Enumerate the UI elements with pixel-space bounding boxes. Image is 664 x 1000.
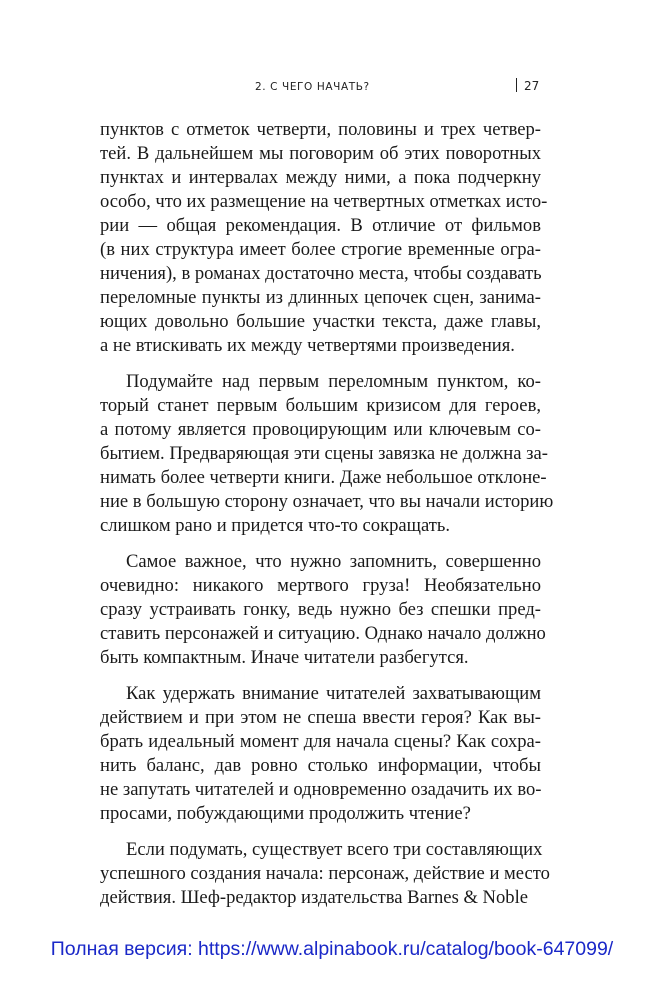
text-line: ние в большую сторону означает, что вы начали историю	[100, 491, 554, 512]
page-number	[516, 78, 539, 93]
text-line: быть компактным. Иначе читатели разбегутся.	[100, 647, 469, 668]
header-divider	[516, 78, 517, 92]
text-line: пунктах и интервалах между ними, а пока подчеркну	[100, 167, 541, 188]
text-line: успешного создания начала: персонаж, действие и место	[100, 863, 550, 884]
text-line: (в них структура имеет более строгие временные огра-	[100, 239, 541, 260]
running-header	[0, 78, 664, 98]
text-line: сразу устраивать гонку, ведь нужно без спешки пред-	[100, 599, 541, 620]
paragraph	[100, 550, 546, 670]
text-line: Самое важное, что нужно запомнить, совершенно	[126, 551, 541, 572]
chapter-title: 2. С ЧЕГО НАЧАТЬ?	[255, 81, 370, 93]
text-line: ющих довольно большие участки текста, даже главы,	[100, 311, 541, 332]
body-text	[100, 118, 554, 910]
text-line: нимать более четверти книги. Даже небольшое отклоне-	[100, 467, 547, 488]
text-line: пунктов с отметок четверти, половины и трех четвер-	[100, 119, 541, 140]
page-number-value: 27	[524, 79, 540, 93]
text-line: брать идеальный момент для начала сцены? Как сохра-	[100, 731, 541, 752]
text-line: просами, побуждающими продолжить чтение?	[100, 803, 471, 824]
text-line: а потому является провоцирующим или ключевым со-	[100, 419, 541, 440]
text-line: переломные пункты из длинных цепочек сцен, занима-	[100, 287, 541, 308]
text-line: тей. В дальнейшем мы поговорим об этих поворотных	[100, 143, 541, 164]
text-line: ничения), в романах достаточно места, чтобы создавать	[100, 263, 542, 284]
text-line: торый станет первым большим кризисом для героев,	[100, 395, 541, 416]
text-line: нить баланс, дав ровно столько информации, чтобы	[100, 755, 541, 776]
text-line: не запутать читателей и одновременно озадачить их во-	[100, 779, 542, 800]
text-line: а не втискивать их между четвертями произведения.	[100, 335, 515, 356]
paragraph	[100, 838, 550, 910]
text-line: Подумайте над первым переломным пунктом, ко-	[126, 371, 541, 392]
text-line: слишком рано и придется что-то сокращать.	[100, 515, 451, 536]
full-version-link[interactable]: Полная версия: https://www.alpinabook.ru/catalog/book-647099/	[50, 938, 614, 960]
text-line: рии — общая рекомендация. В отличие от фильмов	[100, 215, 541, 236]
paragraph	[100, 682, 541, 826]
text-line: ставить персонажей и ситуацию. Однако начало должно	[100, 623, 546, 644]
text-line: особо, что их размещение на четвертных отметках исто-	[100, 191, 548, 212]
paragraph	[100, 370, 554, 538]
text-line: действием и при этом не спеша ввести героя? Как вы-	[100, 707, 541, 728]
paragraph	[100, 118, 548, 358]
text-line: бытием. Предваряющая эти сцены завязка не должна за-	[100, 443, 548, 464]
text-line: Как удержать внимание читателей захватывающим	[126, 683, 541, 704]
text-line: очевидно: никакого мертвого груза! Необязательно	[100, 575, 541, 596]
text-line: Если подумать, существует всего три составляющих	[126, 839, 543, 860]
text-line: действия. Шеф-редактор издательства Barnes & Noble	[100, 887, 529, 908]
